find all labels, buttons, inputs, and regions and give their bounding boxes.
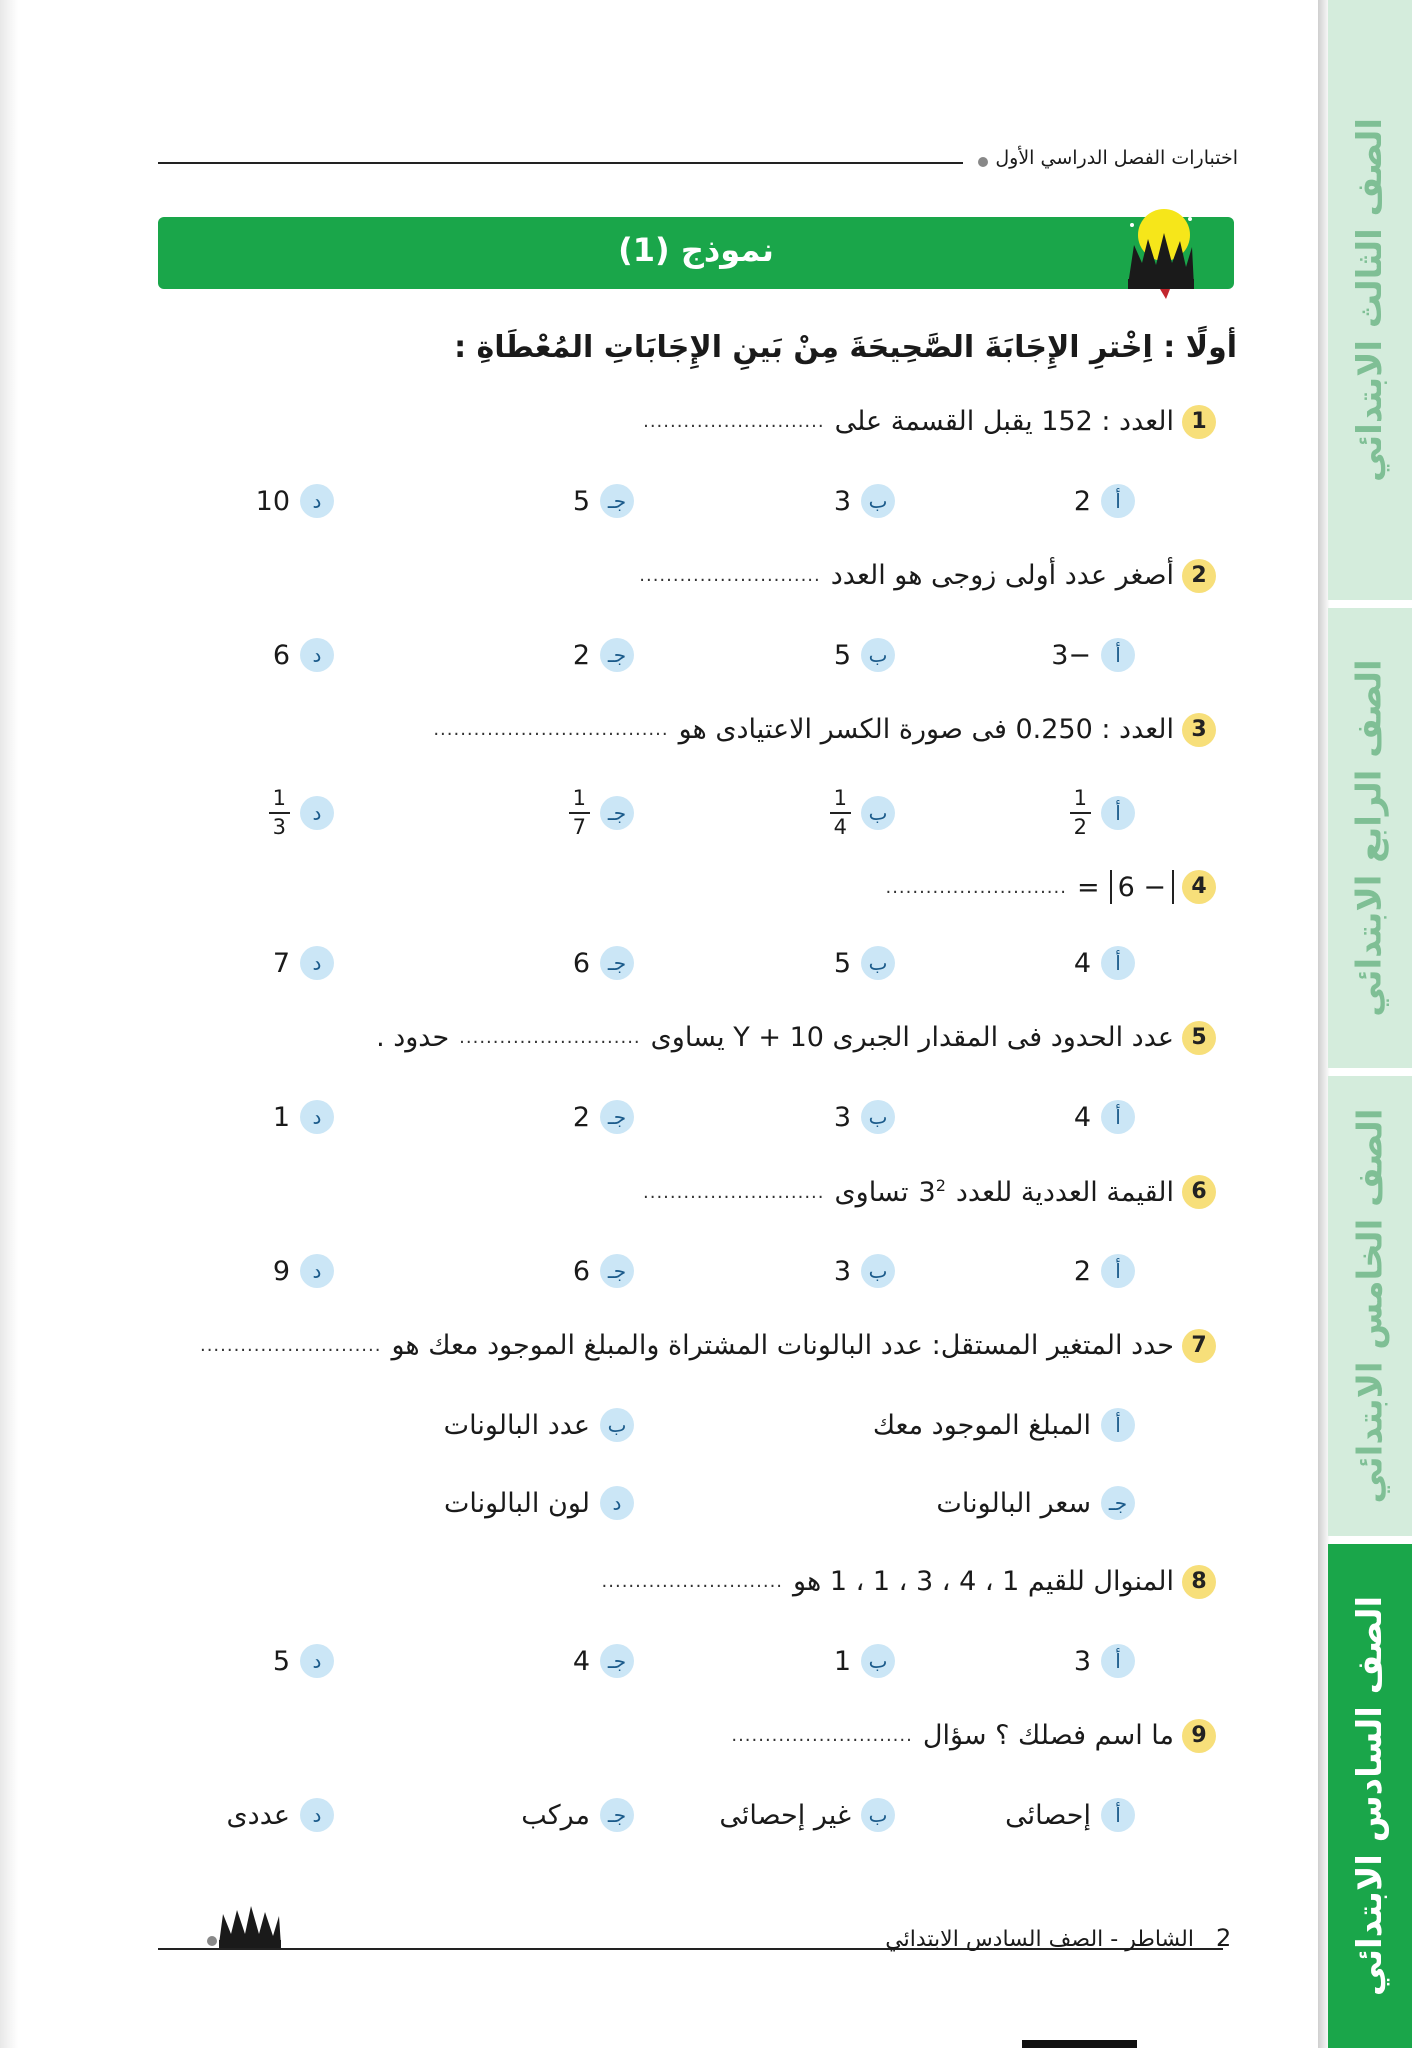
question-9 [731, 1720, 1207, 1751]
option-text: سعر البالونات [936, 1487, 1091, 1519]
option-letter: ب [600, 1408, 634, 1442]
q2-option-a[interactable] [1051, 638, 1135, 672]
answer-blank: ........................... [643, 411, 825, 432]
q5-option-c[interactable] [573, 1100, 634, 1134]
paper-edge [0, 0, 18, 2048]
option-letter: أ [1101, 1798, 1135, 1832]
q6-option-d[interactable] [273, 1254, 334, 1288]
abs-bar [1110, 870, 1112, 904]
q8-option-c[interactable] [573, 1644, 634, 1678]
option-letter: أ [1101, 1100, 1135, 1134]
q8-option-d[interactable] [273, 1644, 334, 1678]
equals-sign: = [1076, 871, 1100, 903]
answer-blank: ................................... [433, 719, 669, 740]
question-6 [643, 1176, 1207, 1208]
option-text: 5 [572, 485, 590, 517]
q9-option-d[interactable] [227, 1798, 334, 1832]
fraction [1070, 788, 1091, 838]
denominator: 7 [572, 815, 586, 839]
option-text: 2 [572, 1101, 590, 1133]
footer-title: الشاطر - الصف السادس الابتدائي [885, 1927, 1194, 1952]
denominator: 2 [1073, 815, 1087, 839]
option-letter: د [300, 1100, 334, 1134]
option-text: 6 [272, 639, 290, 671]
option-letter: د [300, 796, 334, 830]
side-tab-label: الصف الخامس الابتدائي [1350, 1108, 1390, 1504]
q5-option-d[interactable] [273, 1100, 334, 1134]
option-text: 7 [272, 947, 290, 979]
option-letter: د [300, 1644, 334, 1678]
q8-option-a[interactable] [1074, 1644, 1135, 1678]
question-4 [885, 870, 1207, 904]
option-text: 3 [1073, 1645, 1091, 1677]
power-base: 3 [918, 1177, 936, 1208]
option-letter: أ [1101, 638, 1135, 672]
q4-option-a[interactable] [1074, 946, 1135, 980]
footer-logo-icon [215, 1900, 285, 1950]
question-text: أصغر عدد أولى زوجى هو العدد [830, 560, 1174, 591]
question-number: 5 [1182, 1021, 1216, 1055]
absolute-value-expression [1110, 870, 1174, 904]
option-letter: جـ [600, 1644, 634, 1678]
q3-option-c[interactable] [569, 788, 634, 838]
option-text: 5 [833, 639, 851, 671]
q6-option-b[interactable] [834, 1254, 895, 1288]
question-number: 7 [1182, 1329, 1216, 1363]
option-letter: ب [861, 1798, 895, 1832]
option-text: 5 [833, 947, 851, 979]
q9-option-c[interactable] [521, 1798, 634, 1832]
option-letter: جـ [600, 946, 634, 980]
running-header [158, 147, 1238, 177]
option-text: 3 [833, 485, 851, 517]
question-text: المنوال للقيم 1 ، 4 ، 3 ، 1 ، 1 هو [793, 1566, 1174, 1597]
option-letter: د [300, 638, 334, 672]
option-letter: د [300, 1254, 334, 1288]
option-letter: أ [1101, 1408, 1135, 1442]
question-text-end: تساوى [834, 1176, 909, 1208]
option-text: عددى [226, 1799, 290, 1831]
option-text: 6 [572, 947, 590, 979]
publisher-logo-icon [1120, 205, 1200, 300]
option-letter: أ [1101, 484, 1135, 518]
q6-option-c[interactable] [573, 1254, 634, 1288]
option-letter: جـ [600, 796, 634, 830]
option-text: غير إحصائى [719, 1799, 851, 1831]
option-text: 4 [1073, 1101, 1091, 1133]
option-letter: د [300, 484, 334, 518]
q8-option-b[interactable] [834, 1644, 895, 1678]
option-letter: د [300, 946, 334, 980]
q5-option-a[interactable] [1074, 1100, 1135, 1134]
header-bullet-icon [978, 157, 988, 167]
question-number: 8 [1182, 1565, 1216, 1599]
side-tab-label: الصف السادس الابتدائي [1350, 1595, 1391, 1997]
question-number: 2 [1182, 559, 1216, 593]
question-number: 6 [1182, 1175, 1216, 1209]
denominator: 4 [833, 815, 847, 839]
option-letter: أ [1101, 946, 1135, 980]
option-letter: جـ [600, 1100, 634, 1134]
answer-blank: ........................... [459, 1027, 641, 1048]
abs-bar [1172, 870, 1174, 904]
numerator: 1 [269, 788, 290, 814]
q1-option-b[interactable] [834, 484, 895, 518]
q2-option-b[interactable] [834, 638, 895, 672]
question-1 [643, 406, 1207, 437]
question-3 [433, 714, 1207, 745]
option-text: عدد البالونات [443, 1409, 590, 1441]
option-letter: أ [1101, 1644, 1135, 1678]
q2-option-d[interactable] [273, 638, 334, 672]
q1-option-d[interactable] [256, 484, 334, 518]
question-2 [639, 560, 1207, 591]
question-5 [376, 1022, 1207, 1053]
option-text: 5 [272, 1645, 290, 1677]
option-letter: ب [861, 1100, 895, 1134]
option-text: 2 [572, 639, 590, 671]
q3-option-d[interactable] [269, 788, 334, 838]
answer-blank: ........................... [639, 565, 821, 586]
question-text: العدد : 152 يقبل القسمة على [834, 406, 1174, 437]
option-text: 3 [833, 1255, 851, 1287]
q3-option-b[interactable] [830, 788, 895, 838]
answer-blank: ........................... [601, 1571, 784, 1592]
q9-option-a[interactable] [1005, 1798, 1135, 1832]
option-letter: ب [861, 484, 895, 518]
option-letter: أ [1101, 1254, 1135, 1288]
answer-blank: ........................... [199, 1335, 382, 1356]
answer-blank: ........................... [643, 1181, 825, 1203]
option-letter: ب [861, 796, 895, 830]
option-letter: ب [861, 638, 895, 672]
model-banner [158, 217, 1234, 289]
q7-option-a[interactable] [873, 1408, 1135, 1442]
abs-content: − 6 [1117, 871, 1166, 903]
banner-title: نموذج (1) [618, 231, 774, 269]
footer-bullet-icon [207, 1936, 217, 1946]
q2-option-c[interactable] [573, 638, 634, 672]
q7-option-d[interactable] [444, 1486, 634, 1520]
question-text: عدد الحدود فى المقدار الجبرى 10 + Y يساوى [650, 1022, 1174, 1053]
answer-blank: ........................... [885, 876, 1067, 898]
question-8 [601, 1566, 1207, 1597]
q9-option-b[interactable] [719, 1798, 895, 1832]
numerator: 1 [1070, 788, 1091, 814]
side-tab-grade-3[interactable] [1328, 0, 1412, 600]
fraction [269, 788, 290, 838]
q4-option-b[interactable] [834, 946, 895, 980]
side-tab-grade-5[interactable] [1328, 1076, 1412, 1536]
option-text: 1 [833, 1645, 851, 1677]
q1-option-a[interactable] [1074, 484, 1135, 518]
side-tab-grade-4[interactable] [1328, 608, 1412, 1068]
answer-blank: ........................... [731, 1725, 913, 1746]
side-tab-grade-6[interactable] [1328, 1544, 1412, 2048]
option-letter: ب [861, 946, 895, 980]
option-letter: أ [1101, 796, 1135, 830]
question-number: 9 [1182, 1719, 1216, 1753]
option-text: 4 [572, 1645, 590, 1677]
q3-option-a[interactable] [1070, 788, 1135, 838]
q4-option-c[interactable] [573, 946, 634, 980]
q1-option-c[interactable] [573, 484, 634, 518]
fraction [569, 788, 590, 838]
power-exponent: 2 [935, 1176, 946, 1195]
option-text: لون البالونات [443, 1487, 590, 1519]
side-tab-label: الصف الرابع الابتدائي [1350, 659, 1391, 1017]
option-text: 10 [255, 485, 290, 517]
header-rule [158, 162, 963, 164]
option-letter: جـ [600, 484, 634, 518]
option-text: 1 [272, 1101, 290, 1133]
question-number: 3 [1182, 713, 1216, 747]
page-number: 2 [1216, 1924, 1232, 1952]
option-text: 2 [1073, 485, 1091, 517]
option-letter: جـ [600, 1254, 634, 1288]
option-letter: جـ [1101, 1486, 1135, 1520]
option-letter: د [600, 1486, 634, 1520]
q5-option-b[interactable] [834, 1100, 895, 1134]
option-text: مركب [521, 1799, 590, 1831]
option-letter: جـ [600, 1798, 634, 1832]
bottom-edge-mark [1022, 2040, 1137, 2048]
question-text: القيمة العددية للعدد [955, 1176, 1174, 1208]
option-letter: ب [861, 1254, 895, 1288]
option-letter: ب [861, 1644, 895, 1678]
question-text: ما اسم فصلك ؟ سؤال [922, 1720, 1174, 1751]
option-text: −3 [1051, 639, 1091, 671]
fraction [830, 788, 851, 838]
section-heading: أولًا : اِخْترِ الإِجَابَةَ الصَّحِيحَةَ مِنْ بَينِ الإِجَابَاتِ المُعْطَاةِ : [454, 330, 1237, 365]
q4-option-d[interactable] [273, 946, 334, 980]
header-title: اختبارات الفصل الدراسي الأول [995, 147, 1238, 169]
q7-option-c[interactable] [936, 1486, 1135, 1520]
option-text: 3 [833, 1101, 851, 1133]
option-text: 9 [272, 1255, 290, 1287]
q7-option-b[interactable] [444, 1408, 634, 1442]
denominator: 3 [272, 815, 286, 839]
question-text: العدد : 0.250 فى صورة الكسر الاعتيادى هو [678, 714, 1174, 745]
question-tail: حدود . [376, 1022, 450, 1053]
question-7 [199, 1330, 1207, 1361]
option-letter: جـ [600, 638, 634, 672]
side-tab-label: الصف الثالث الابتدائي [1350, 118, 1390, 482]
numerator: 1 [569, 788, 590, 814]
option-text: المبلغ الموجود معك [872, 1409, 1091, 1441]
question-text: حدد المتغير المستقل: عدد البالونات المشتراة والمبلغ الموجود معك هو [391, 1330, 1174, 1361]
option-text: 2 [1073, 1255, 1091, 1287]
q6-option-a[interactable] [1074, 1254, 1135, 1288]
option-text: إحصائى [1005, 1799, 1091, 1831]
numerator: 1 [830, 788, 851, 814]
power-expression [919, 1176, 946, 1208]
question-number: 4 [1182, 870, 1216, 904]
question-number: 1 [1182, 405, 1216, 439]
option-text: 6 [572, 1255, 590, 1287]
option-text: 4 [1073, 947, 1091, 979]
option-letter: د [300, 1798, 334, 1832]
